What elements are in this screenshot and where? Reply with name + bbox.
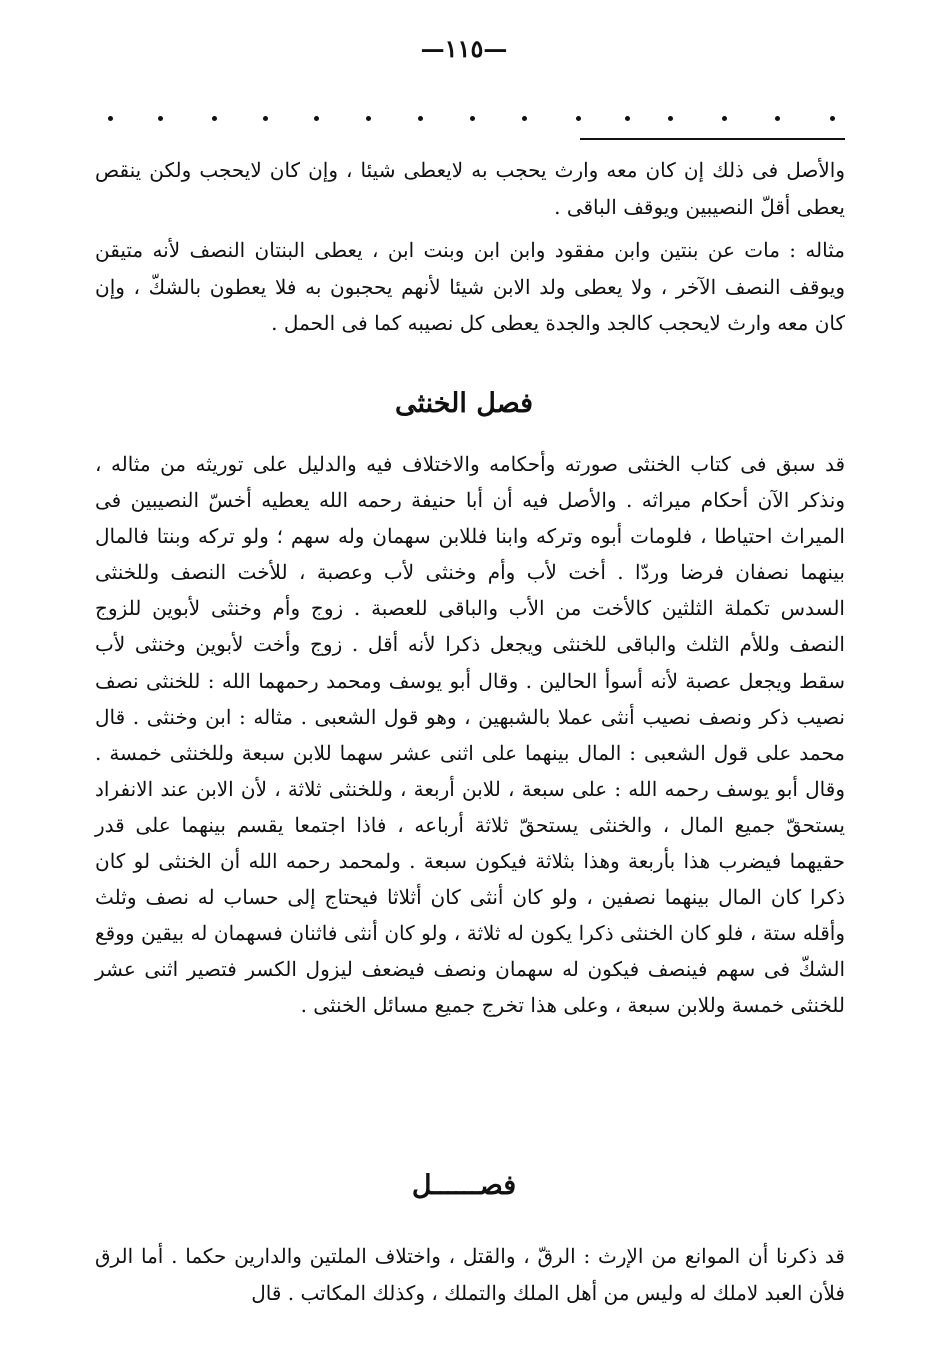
ellipsis-dot bbox=[366, 116, 371, 121]
section-heading: فصل الخنثى bbox=[394, 388, 534, 419]
ellipsis-dot bbox=[830, 116, 835, 121]
ellipsis-dot bbox=[158, 116, 163, 121]
page-number: —١١٥— bbox=[420, 34, 508, 63]
ellipsis-dot bbox=[775, 116, 780, 121]
ellipsis-dot bbox=[212, 116, 217, 121]
ellipsis-dot bbox=[108, 116, 113, 121]
ellipsis-dot bbox=[418, 116, 423, 121]
paragraph-text: مثاله : مات عن بنتين وابن مفقود وابن ابن وبنت ابن ، يعطى البنتان النصف لأنه متيقن ويوقف النصف الآخر ، ولا يعطى ولد الابن شيئا لأنهم يحجبون به فلا يعطون بالشكّ ، وإن كان معه وارث لايحجب كالجد والجدة يعطى كل نصيبه كما فى الحمل . bbox=[95, 238, 845, 335]
ellipsis-dot bbox=[625, 116, 630, 121]
ellipsis-dot-row bbox=[100, 108, 840, 128]
body-paragraph bbox=[95, 1238, 845, 1311]
ellipsis-dot bbox=[470, 116, 475, 121]
ellipsis-dot bbox=[522, 116, 527, 121]
ellipsis-dot bbox=[576, 116, 581, 121]
body-paragraph bbox=[95, 232, 845, 342]
ellipsis-dot bbox=[668, 116, 673, 121]
ellipsis-dot bbox=[722, 116, 727, 121]
ellipsis-dot bbox=[263, 116, 268, 121]
paragraph-text: قد ذكرنا أن الموانع من الإرث : الرقّ ، والقتل ، واختلاف الملتين والدارين حكما . أما الرق فلأن العبد لاملك له وليس من أهل الملك والتملك ، وكذلك المكاتب . قال bbox=[95, 1244, 845, 1305]
paragraph-text: قد سبق فى كتاب الخنثى صورته وأحكامه والاختلاف فيه والدليل على توريثه من مثاله ، ونذكر الآن أحكام ميراثه . والأصل فيه أن أبا حنيفة رحمه الله يعطيه أخسّ النصيبين فى الميراث احتياطا ، فلومات أبوه وتركه وابنا فللابن سهمان وله سهم ؛ ولو تركه وبنتا فالمال بينهما نصفان فرضا وردّا . أخت لأب وأم وخنثى لأب وعصبة ، للأخت النصف وللخنثى السدس تكملة الثلثين كالأخت من الأب والباقى للعصبة . زوج وأم وخنثى لأبوين للزوج النصف وللأم الثلث والباقى للخنثى ويجعل ذكرا لأنه أقل . زوج وأخت لأبوين وخنثى لأب سقط ويجعل عصبة لأنه أسوأ الحالين . وقال أبو يوسف ومحمد رحمهما الله : للخنثى نصف نصيب ذكر ونصف نصيب أنثى عملا بالشبهين ، وهو قول الشعبى . مثاله : ابن وخنثى . قال محمد على قول الشعبى : المال بينهما على اثنى عشر سهما للابن سبعة وللخنثى خمسة . وقال أبو يوسف رحمه الله : على سبعة ، للابن أربعة ، وللخنثى ثلاثة ، لأن الابن عند الانفراد يستحقّ جميع المال ، والخنثى يستحقّ ثلاثة أرباعه ، فاذا اجتمعا يقسم بينهما على قدر حقيهما فيضرب هذا بأربعة وهذا بثلاثة فيكون سبعة . ولمحمد رحمه الله أن الخنثى لو كان ذكرا كان المال بينهما نصفين ، ولو كان أنثى كان أثلاثا فيحتاج إلى حساب له نصف وثلث وأقله ستة ، فلو كان الخنثى ذكرا يكون له ثلاثة ، ولو كان أنثى فاثنان فسهمان له بيقين ووقع الشكّ فى سهم فينصف فيكون له سهمان ونصف فيضعف ليزول الكسر فتصير اثنى عشر للخنثى خمسة وللابن سبعة ، وعلى هذا تخرج جميع مسائل الخنثى . bbox=[95, 452, 845, 1018]
ellipsis-dot bbox=[314, 116, 319, 121]
body-paragraph bbox=[95, 446, 845, 1024]
paragraph-text: والأصل فى ذلك إن كان معه وارث يحجب به لايعطى شيئا ، وإن كان لايحجب ولكن ينقص يعطى أقلّ النصيبين ويوقف الباقى . bbox=[95, 158, 845, 219]
footnote-separator-line bbox=[580, 138, 845, 140]
body-paragraph bbox=[95, 152, 845, 225]
section-heading: فصــــــل bbox=[411, 1170, 517, 1201]
